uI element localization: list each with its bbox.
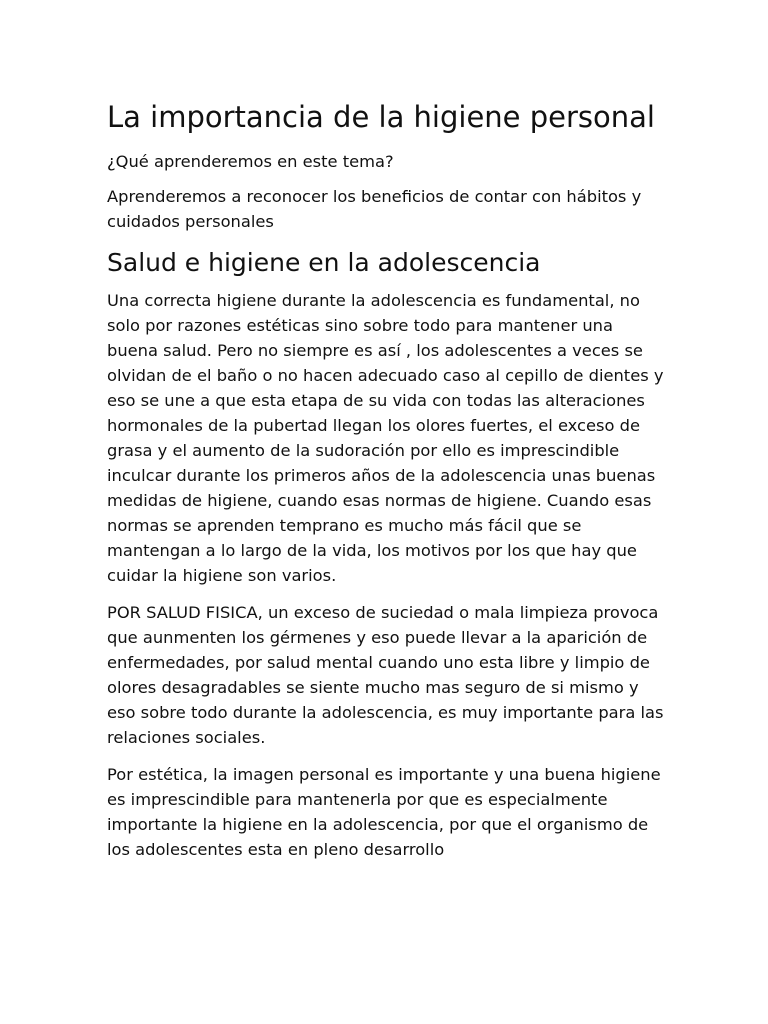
lesson-question: ¿Qué aprenderemos en este tema? [107, 152, 394, 171]
body-paragraph-3: Por estética, la imagen personal es importante y una buena higiene es imprescindible para mantenerla por que es especialmente importante la higiene en la adolescencia, por que el organismo de los adolescentes esta en pleno desarrollo [107, 765, 661, 859]
body-paragraph-2: POR SALUD FISICA, un exceso de suciedad o mala limpieza provoca que aunmenten los gérmenes y eso puede llevar a la aparición de enfermedades, por salud mental cuando uno esta libre y limpio de olores desagradables se siente mucho mas seguro de si mismo y eso sobre todo durante la adolescencia, es muy importante para las relaciones sociales. [107, 603, 664, 747]
intro-paragraph: Aprenderemos a reconocer los beneficios de contar con hábitos y cuidados personales [107, 187, 642, 231]
body-paragraph-1: Una correcta higiene durante la adolescencia es fundamental, no solo por razones estéticas sino sobre todo para mantener una buena salud. Pero no siempre es así , los adolescentes a veces se olvidan de el baño o no hacen adecuado caso al cepillo de dientes y eso se une a que esta etapa de su vida con todas las alteraciones hormonales de la pubertad llegan los olores fuertes, el exceso de grasa y el aumento de la sudoración por ello es imprescindible inculcar durante los primeros años de la adolescencia unas buenas medidas de higiene, cuando esas normas de higiene. Cuando esas normas se aprenden temprano es mucho más fácil que se mantengan a lo largo de la vida, los motivos por los que hay que cuidar la higiene son varios. [107, 291, 664, 585]
document-body [107, 93, 667, 874]
section-heading: Salud e higiene en la adolescencia [107, 248, 541, 277]
document-title: La importancia de la higiene personal [107, 100, 655, 134]
